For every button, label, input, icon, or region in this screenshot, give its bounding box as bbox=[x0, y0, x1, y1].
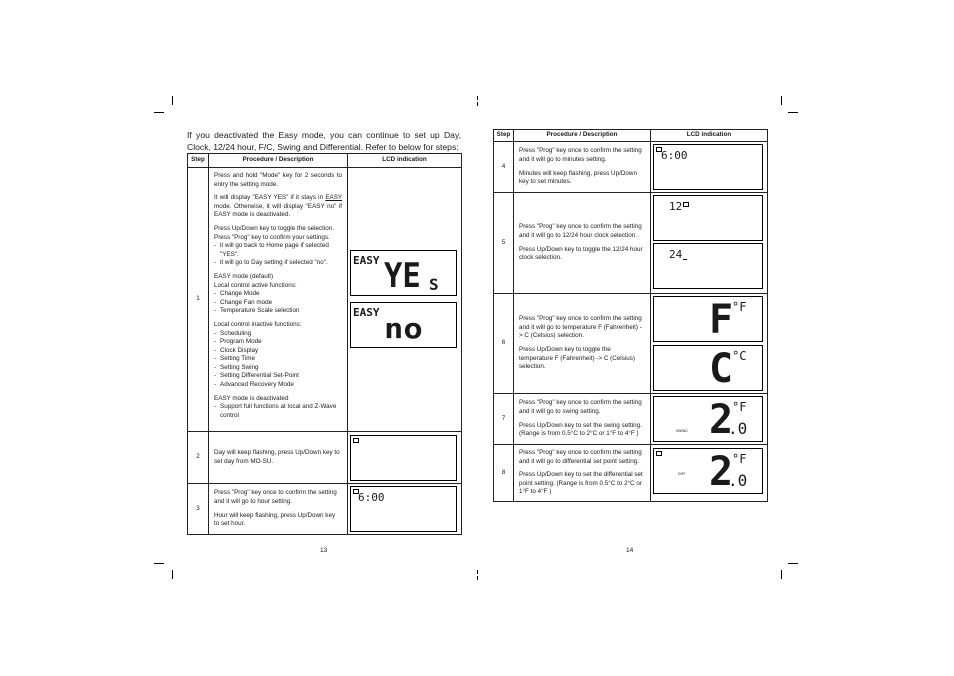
lcd-display-hour bbox=[350, 486, 457, 532]
crop-mark bbox=[172, 96, 173, 105]
step1-para-3: Press Up/Down key to toggle the selection. Press "Prog" key to confirm your settings. bbox=[214, 224, 335, 241]
step1-para-2 bbox=[214, 194, 342, 220]
lcd-cell bbox=[651, 445, 768, 502]
header-procedure: Procedure / Description bbox=[209, 154, 348, 168]
list-item: - Setting Time bbox=[214, 355, 342, 364]
lcd-swing-digit: 2 bbox=[709, 397, 734, 443]
table-row-step-3 bbox=[188, 484, 462, 535]
procedure-cell bbox=[514, 193, 651, 294]
steps-table-right bbox=[493, 129, 768, 502]
step-number: 8 bbox=[494, 445, 514, 502]
step-number: 2 bbox=[188, 432, 209, 484]
lcd-cell bbox=[651, 193, 768, 294]
header-step: Step bbox=[494, 130, 514, 142]
text-span: It will display "EASY YES" if it stays in bbox=[214, 194, 326, 202]
lcd-cell bbox=[651, 142, 768, 193]
list-item: - Setting Differential Set-Point bbox=[214, 372, 342, 381]
lcd-easy-text: EASY bbox=[353, 254, 380, 267]
procedure-cell bbox=[209, 484, 348, 535]
lcd-s-text: S bbox=[429, 275, 439, 294]
step-number: 7 bbox=[494, 394, 514, 445]
step7-para-1: Press "Prog" key once to confirm the setting and it will go to swing setting. bbox=[519, 399, 642, 415]
step1-list-1 bbox=[214, 242, 342, 268]
table-row-step-4 bbox=[494, 142, 768, 193]
lcd-diff-decimal: .0 bbox=[728, 471, 748, 490]
list-item: - Program Mode bbox=[214, 338, 342, 347]
header-lcd: LCD indication bbox=[651, 130, 768, 142]
step1-deactivated-heading: EASY mode is deactivated bbox=[214, 394, 289, 402]
lcd-display-12h bbox=[653, 195, 763, 241]
lcd-display-fahrenheit bbox=[653, 296, 763, 342]
lcd-diff-label: DIFF bbox=[678, 472, 686, 476]
underlined-text: EASY bbox=[325, 194, 342, 202]
text-span: mode. Otherwise, it will display "EASY no" if EASY mode is deactivated. bbox=[214, 202, 342, 219]
lcd-cell bbox=[651, 394, 768, 445]
table-row-step-6 bbox=[494, 294, 768, 394]
step6-para-1: Press "Prog" key once to confirm the setting and it will go to temperature F (Fahrenheit) -> C (Celsius) selection. bbox=[519, 315, 642, 340]
table-row-step-5 bbox=[494, 193, 768, 294]
step5-para-2: Press Up/Down key to toggle the 12/24 hour clock selection. bbox=[519, 245, 643, 262]
page-number: 13 bbox=[320, 547, 328, 554]
table-row-step-7 bbox=[494, 394, 768, 445]
procedure-cell: Day will keep flashing, press Up/Down key to set day from MO-SU. bbox=[209, 432, 348, 484]
list-item: - Advanced Recovery Mode bbox=[214, 381, 342, 390]
crop-mark bbox=[477, 576, 478, 580]
step-number: 6 bbox=[494, 294, 514, 394]
lcd-c-unit: °C bbox=[732, 349, 747, 363]
procedure-cell bbox=[514, 294, 651, 394]
lcd-no-text: no bbox=[384, 312, 423, 345]
lcd-cell bbox=[651, 294, 768, 394]
lcd-swing-label: SWING bbox=[676, 429, 688, 433]
lcd-yes-text: YE bbox=[384, 256, 421, 296]
procedure-cell bbox=[514, 142, 651, 193]
lcd-display-minutes bbox=[653, 144, 763, 190]
step1-list-deactivated bbox=[214, 403, 342, 420]
lcd-swing-decimal: .0 bbox=[728, 419, 748, 438]
lcd-display-easy-no bbox=[350, 302, 457, 348]
table-row-step-8 bbox=[494, 445, 768, 502]
list-item: - Temperature Scale selection bbox=[214, 307, 342, 316]
lcd-swing-unit: °F bbox=[732, 400, 747, 414]
table-row-step-1 bbox=[188, 168, 462, 432]
crop-mark bbox=[477, 102, 478, 106]
lcd-display-diff bbox=[653, 448, 763, 494]
step1-list-inactive bbox=[214, 330, 342, 390]
step3-para-1: Press "Prog" key once to confirm the setting and it will go to hour setting. bbox=[214, 489, 337, 505]
step8-para-1: Press "Prog" key once to confirm the setting and it will go to differential set point setting. bbox=[519, 449, 642, 465]
crop-mark bbox=[154, 563, 164, 564]
step1-active-heading: Local control active functions: bbox=[214, 281, 297, 289]
procedure-cell bbox=[514, 394, 651, 445]
step5-para-1: Press "Prog" key once to confirm the setting and it will go to 12/24 hour clock selection. bbox=[519, 223, 642, 239]
step3-para-2: Hour will keep flashing, press Up/Down key to set hour. bbox=[214, 511, 336, 528]
list-item: - Setting Swing bbox=[214, 364, 342, 373]
step-number: 4 bbox=[494, 142, 514, 193]
crop-mark bbox=[172, 570, 173, 579]
list-item: - Change Fan mode bbox=[214, 299, 342, 308]
header-step: Step bbox=[188, 154, 209, 168]
procedure-cell bbox=[514, 445, 651, 502]
crop-mark bbox=[154, 112, 164, 113]
step1-easy-default: EASY mode (default) bbox=[214, 272, 274, 280]
crop-mark bbox=[788, 112, 798, 113]
steps-table-left bbox=[187, 153, 462, 535]
lcd-f-big: F bbox=[709, 297, 734, 343]
step-number: 3 bbox=[188, 484, 209, 535]
list-item: - Scheduling bbox=[214, 330, 342, 339]
intro-paragraph: If you deactivated the Easy mode, you can continue to set up Day, Clock, 12/24 hour, F/C, Swing and Differential. Refer to below for steps: bbox=[187, 130, 461, 152]
lcd-display-swing bbox=[653, 396, 763, 442]
lcd-display-easy-yes bbox=[350, 250, 457, 296]
lcd-indicator-icon bbox=[656, 451, 662, 456]
lcd-indicator-icon bbox=[683, 202, 689, 207]
step1-para-1: Press and hold "Mode" key for 2 seconds to entry the setting mode. bbox=[214, 172, 342, 188]
step6-para-2: Press Up/Down key to toggle the temperature F (Fahrenheit) -> C (Celsius) selection. bbox=[519, 346, 636, 371]
lcd-f-unit: °F bbox=[732, 300, 747, 314]
step7-para-2: Press Up/Down key to set the swing setting. (Range is from 0.5°C to 2°C or 1°F to 4°F ) bbox=[519, 421, 642, 438]
lcd-cell bbox=[348, 432, 462, 484]
lcd-display-day-blank bbox=[350, 435, 457, 481]
table-row-step-2 bbox=[188, 432, 462, 484]
lcd-diff-unit: °F bbox=[732, 452, 747, 466]
crop-mark bbox=[781, 570, 782, 579]
step4-para-2: Minutes will keep flashing, press Up/Down key to set minutes. bbox=[519, 169, 637, 186]
list-item: - Change Mode bbox=[214, 290, 342, 299]
lcd-cell bbox=[348, 484, 462, 535]
lcd-easy-text: EASY bbox=[353, 306, 380, 319]
step1-inactive-heading: Local control inactive functions: bbox=[214, 320, 302, 328]
lcd-display-celsius bbox=[653, 345, 763, 391]
step1-list-active bbox=[214, 290, 342, 316]
header-procedure: Procedure / Description bbox=[514, 130, 651, 142]
list-item: - it will go back to Home page if selected "YES". bbox=[214, 242, 342, 259]
lcd-time-text: 6:00 bbox=[661, 149, 688, 162]
crop-mark bbox=[477, 96, 478, 100]
lcd-24-text: 24 bbox=[669, 248, 683, 261]
step-number: 1 bbox=[188, 168, 209, 432]
lcd-display-24h bbox=[653, 243, 763, 289]
lcd-cell bbox=[348, 168, 462, 432]
lcd-time-text: 6:00 bbox=[358, 491, 385, 504]
lcd-indicator-icon bbox=[353, 438, 359, 443]
lcd-indicator-icon bbox=[683, 256, 687, 260]
list-item: - Support full functions at local and Z-Wave control bbox=[214, 403, 342, 420]
table-header-row bbox=[494, 130, 768, 142]
page-number: 14 bbox=[626, 547, 634, 554]
step-number: 5 bbox=[494, 193, 514, 294]
lcd-diff-digit: 2 bbox=[709, 449, 734, 495]
table-header-row bbox=[188, 154, 462, 168]
crop-mark bbox=[781, 96, 782, 105]
lcd-12-text: 12 bbox=[669, 200, 683, 213]
list-item: - it will go to Day setting if selected "no". bbox=[214, 259, 342, 268]
crop-mark bbox=[788, 563, 798, 564]
header-lcd: LCD indication bbox=[348, 154, 462, 168]
lcd-c-big: C bbox=[709, 346, 734, 392]
step4-para-1: Press "Prog" key once to confirm the setting and it will go to minutes setting. bbox=[519, 147, 642, 163]
crop-mark bbox=[477, 570, 478, 574]
procedure-cell bbox=[209, 168, 348, 432]
step8-para-2: Press Up/Down key to set the differential set point setting. (Range is from 0.5°C to 2°C or 1°F to 4°F ) bbox=[519, 471, 643, 496]
list-item: - Clock Display bbox=[214, 347, 342, 356]
